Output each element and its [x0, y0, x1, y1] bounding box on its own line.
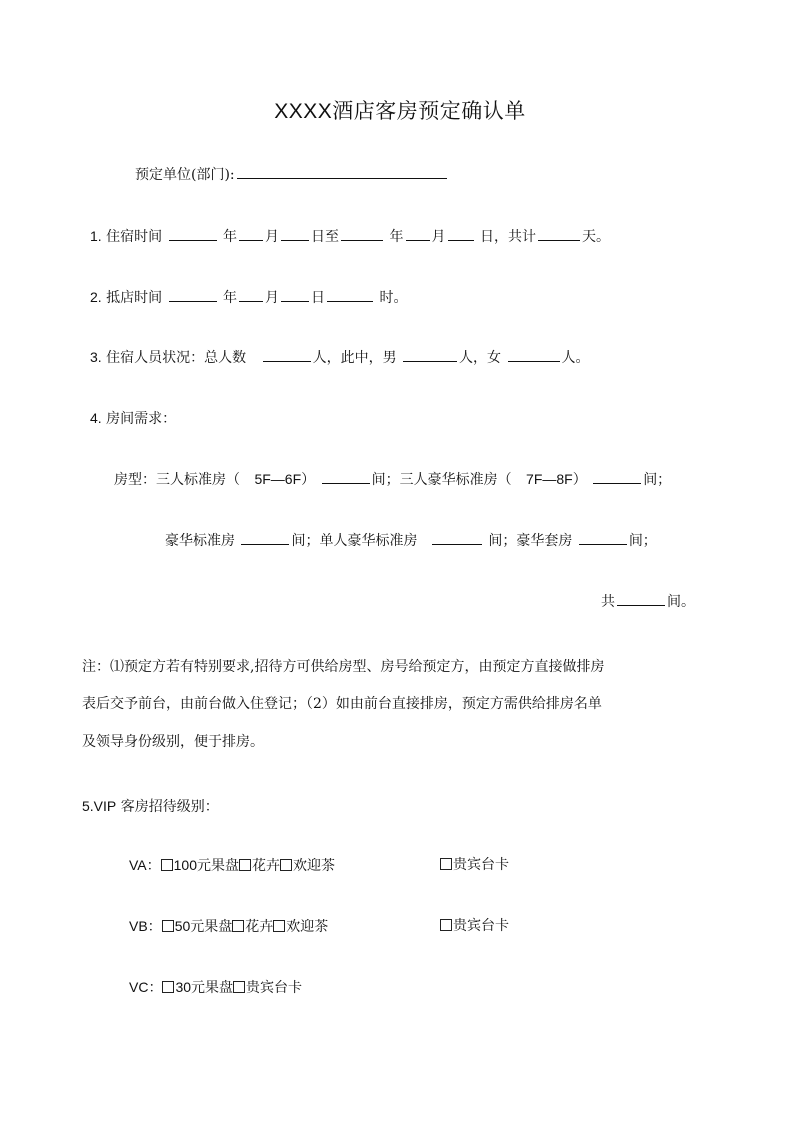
- vip-vb-card: [440, 917, 509, 935]
- vc-fruit-checkbox[interactable]: [162, 981, 174, 993]
- vb-tea-checkbox[interactable]: [273, 920, 285, 932]
- va-amount: 100: [173, 857, 197, 873]
- guests-row: [90, 347, 590, 367]
- item2-month: 月: [265, 290, 280, 306]
- item4-label: 房间需求：: [106, 411, 177, 427]
- item1-month1: 月: [265, 229, 280, 245]
- vb-flower-label: 花卉: [245, 919, 274, 935]
- deluxe-suite-count-blank[interactable]: [579, 530, 627, 545]
- vb-tea-label: 欢迎茶: [286, 919, 329, 935]
- title-latin: XXXX: [274, 100, 333, 123]
- vip-vb-row: [129, 917, 328, 936]
- room-needs-row: [90, 409, 176, 428]
- arrival-hour-blank[interactable]: [327, 287, 373, 302]
- vb-label: VB：: [129, 918, 162, 934]
- room-total-row: [601, 591, 695, 611]
- item5-number: 5.VIP: [82, 798, 117, 814]
- arrival-year-blank[interactable]: [169, 287, 217, 302]
- vb-card-checkbox[interactable]: [440, 919, 452, 931]
- vc-label: VC：: [129, 979, 163, 995]
- item3-people1: 人，此中，男: [312, 350, 397, 366]
- booking-unit-blank[interactable]: [237, 164, 447, 179]
- vb-fruit-checkbox[interactable]: [162, 920, 174, 932]
- male-count-blank[interactable]: [403, 347, 457, 362]
- vc-card-checkbox[interactable]: [233, 981, 245, 993]
- va-tea-checkbox[interactable]: [280, 859, 292, 871]
- room-row2-b: 间；单人豪华标准房: [291, 533, 418, 549]
- item1-day-total: 日，共计: [479, 229, 536, 245]
- note-line-3: 及领导身份级别，便于排房。: [82, 734, 264, 750]
- arrival-month-blank[interactable]: [239, 287, 263, 302]
- va-label: VA：: [129, 857, 161, 873]
- start-month-blank[interactable]: [239, 226, 263, 241]
- item1-month2: 月: [431, 229, 446, 245]
- single-deluxe-count-blank[interactable]: [432, 530, 482, 545]
- item2-hour: 时。: [379, 290, 408, 306]
- room-type-row-1: [114, 469, 671, 489]
- room-row1-mid: 间；三人豪华标准房（: [371, 472, 512, 488]
- item3-people3: 人。: [561, 350, 590, 366]
- triple-deluxe-count-blank[interactable]: [593, 469, 641, 484]
- vc-fruit-label: 元果盘: [191, 980, 234, 996]
- room-type-row-2: [165, 530, 657, 550]
- va-flower-checkbox[interactable]: [239, 859, 251, 871]
- end-day-blank[interactable]: [448, 226, 474, 241]
- room-row2-d: 间；: [628, 533, 657, 549]
- va-tea-label: 欢迎茶: [293, 858, 335, 874]
- end-year-blank[interactable]: [341, 226, 383, 241]
- room-row1-end: 间；: [643, 472, 672, 488]
- item2-day: 日: [311, 290, 326, 306]
- item1-year2: 年: [389, 229, 404, 245]
- va-card-checkbox[interactable]: [440, 858, 452, 870]
- va-flower-label: 花卉: [252, 858, 280, 874]
- room-row1-prefix: 房型：三人标准房（: [114, 472, 240, 488]
- note-line-1: 注：⑴预定方若有特别要求,招待方可供给房型、房号给预定方，由预定方直接做排房: [82, 659, 605, 675]
- va-fruit-checkbox[interactable]: [161, 859, 173, 871]
- item3-people2: 人，女: [459, 350, 502, 366]
- item1-label: 住宿时间: [106, 229, 163, 245]
- note-line-2: 表后交予前台，由前台做入住登记；（2）如由前台直接排房，预定方需供给排房名单: [82, 696, 602, 712]
- vb-fruit-label: 元果盘: [190, 919, 233, 935]
- booking-unit-row: [135, 164, 449, 184]
- vb-flower-checkbox[interactable]: [232, 920, 244, 932]
- stay-time-row: [90, 226, 610, 246]
- room-row2-a: 豪华标准房: [165, 533, 235, 549]
- arrival-time-row: [90, 287, 408, 307]
- deluxe-standard-count-blank[interactable]: [241, 530, 289, 545]
- room-row2-c: 间；豪华套房: [488, 533, 573, 549]
- room-row1-floor2: 7F—8F）: [526, 471, 587, 487]
- vc-card-label: 贵宾台卡: [246, 980, 303, 996]
- room-total-blank[interactable]: [617, 591, 665, 606]
- room-total-prefix: 共: [601, 594, 615, 610]
- start-year-blank[interactable]: [169, 226, 217, 241]
- room-total-suffix: 间。: [667, 594, 695, 610]
- vip-vc-row: [129, 978, 302, 997]
- vb-card-label: 贵宾台卡: [453, 918, 509, 934]
- booking-unit-label: 预定单位(部门):: [135, 167, 235, 183]
- item5-label: 客房招待级别：: [120, 799, 219, 815]
- end-month-blank[interactable]: [406, 226, 430, 241]
- total-people-blank[interactable]: [263, 347, 311, 362]
- document-title: [0, 98, 800, 125]
- female-count-blank[interactable]: [508, 347, 560, 362]
- item4-number: 4.: [90, 410, 102, 426]
- item1-days: 天。: [581, 229, 610, 245]
- triple-standard-count-blank[interactable]: [322, 469, 370, 484]
- item2-year: 年: [223, 290, 238, 306]
- item2-label: 抵店时间: [106, 290, 163, 306]
- start-day-blank[interactable]: [281, 226, 309, 241]
- item1-year1: 年: [223, 229, 238, 245]
- va-fruit-label: 元果盘: [197, 858, 239, 874]
- va-card-label: 贵宾台卡: [453, 857, 509, 873]
- total-days-blank[interactable]: [538, 226, 580, 241]
- vip-va-row: [129, 856, 335, 875]
- title-cn: 酒店客房预定确认单: [332, 99, 526, 123]
- vb-amount: 50: [174, 918, 191, 934]
- vc-amount: 30: [175, 979, 192, 995]
- item1-number: 1.: [90, 228, 102, 244]
- room-row1-floor: 5F—6F）: [254, 471, 316, 487]
- vip-va-card: [440, 856, 509, 874]
- vip-level-row: [82, 797, 219, 816]
- item2-number: 2.: [90, 289, 102, 305]
- item3-label: 住宿人员状况：总人数: [106, 350, 247, 366]
- arrival-day-blank[interactable]: [281, 287, 309, 302]
- item3-number: 3.: [90, 349, 102, 365]
- item1-day-to: 日至: [311, 229, 340, 245]
